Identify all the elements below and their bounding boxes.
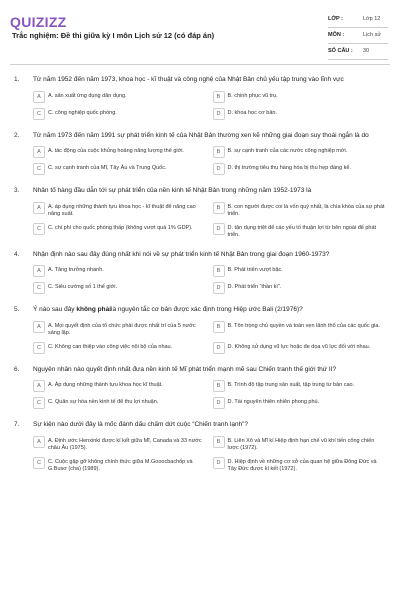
option-letter-box: C — [33, 163, 45, 175]
option-text: B. Liên Xô và Mĩ kí Hiệp định hạn chế vũ khí tiến công chiến lược (1972). — [227, 437, 375, 451]
worksheet-header — [0, 0, 400, 62]
option-text: D. Không sử dụng vũ lực hoặc đe dọa vũ lực đối với nhau. — [227, 343, 371, 350]
meta-key: SỐ CÂU : — [328, 48, 353, 54]
option-b[interactable] — [213, 380, 387, 392]
option-c[interactable] — [33, 108, 207, 120]
option-text: A. áp dụng những thành tựu khoa học - kĩ thuật để nâng cao năng suất. — [48, 203, 196, 217]
option-text: A. Định ước Henxinki được kí kết giữa Mĩ, Canada và 33 nước châu Âu (1975). — [48, 437, 202, 451]
meta-value: Lớp 12 — [363, 16, 381, 22]
option-a[interactable] — [33, 91, 207, 103]
option-text: D. tận dụng triệt để các yếu tố thuận lợi từ bên ngoài để phát triển. — [227, 224, 377, 238]
option-letter-box: B — [213, 265, 225, 277]
option-a[interactable] — [33, 265, 207, 277]
option-letter-box: C — [33, 397, 45, 409]
option-text: C. sự cạnh tranh của Mĩ, Tây Âu và Trung Quốc. — [48, 165, 167, 171]
option-letter-box: D — [213, 282, 225, 294]
option-letter-box: A — [33, 202, 45, 214]
option-letter-box: B — [213, 436, 225, 448]
question-header — [0, 306, 400, 315]
option-letter-box: A — [33, 146, 45, 158]
option-text: A. Mọi quyết định của tổ chức phải được nhất trí của 5 nước sáng lập. — [48, 322, 196, 336]
option-text: B. sự cạnh tranh của các nước công nghiệp mới. — [227, 148, 348, 154]
option-letter-box: A — [33, 436, 45, 448]
option-grid — [33, 91, 386, 120]
option-letter-box: C — [33, 457, 45, 469]
option-text: C. Siêu cường số 1 thế giới. — [48, 284, 117, 290]
meta-key: LỚP : — [328, 16, 343, 22]
option-a[interactable] — [33, 321, 207, 337]
option-letter-box: D — [213, 342, 225, 354]
option-text: A. sản xuất ứng dụng dân dụng. — [48, 92, 127, 99]
option-letter-box: B — [213, 91, 225, 103]
option-grid — [33, 202, 386, 239]
option-a[interactable] — [33, 146, 207, 158]
option-letter-box: A — [33, 380, 45, 392]
option-text: B. con người được coi là vốn quý nhất, là chìa khóa của sự phát triển. — [227, 203, 385, 217]
option-letter-box: C — [33, 282, 45, 294]
meta-row-class — [328, 12, 388, 28]
option-b[interactable] — [213, 146, 387, 158]
option-text: D. khoa học cơ bản. — [227, 109, 277, 116]
question-text: Nguyên nhân nào quyết định nhất đưa nền kinh tế Mĩ phát triển mạnh mẽ sau Chiến tranh thế giới thứ II? — [33, 365, 337, 373]
option-c[interactable] — [33, 223, 207, 239]
option-a[interactable] — [33, 380, 207, 392]
option-letter-box: C — [33, 108, 45, 120]
option-letter-box: B — [213, 321, 225, 333]
option-grid — [33, 265, 386, 294]
option-c[interactable] — [33, 397, 207, 409]
option-b[interactable] — [213, 436, 387, 452]
option-d[interactable] — [213, 223, 387, 239]
option-text: D. Hiệp định về những cơ sở của quan hệ giữa Đông Đức và Tây Đức được kí kết (1972). — [227, 458, 377, 472]
option-d[interactable] — [213, 282, 387, 294]
option-letter-box: B — [213, 380, 225, 392]
question-item — [0, 76, 400, 120]
question-text-emphasis: không phải — [76, 306, 112, 313]
option-b[interactable] — [213, 321, 387, 337]
question-item — [0, 421, 400, 473]
option-letter-box: C — [33, 342, 45, 354]
option-text: C. công nghiệp quốc phòng. — [48, 109, 117, 116]
option-text: C. Quân sự hóa nền kinh tế để thu lợi nhuận. — [48, 399, 159, 405]
option-d[interactable] — [213, 342, 387, 354]
option-grid — [33, 146, 386, 175]
meta-row-subject — [328, 28, 388, 44]
option-b[interactable] — [213, 265, 387, 277]
question-text: Sự kiện nào dưới đây là mốc đánh dấu chấm dứt cuộc “Chiến tranh lạnh”? — [33, 421, 248, 428]
question-header — [0, 76, 400, 85]
option-grid — [33, 321, 386, 354]
question-text: Từ năm 1952 đến năm 1973, khoa học - kĩ thuật và công nghệ của Nhật Bản chủ yếu tập trung vào lĩnh vực — [33, 76, 344, 83]
option-grid — [33, 380, 386, 409]
question-item — [0, 251, 400, 295]
option-text: B. Trình độ tập trung sản xuất, tập trung tư bản cao. — [227, 382, 355, 388]
option-c[interactable] — [33, 342, 207, 354]
option-a[interactable] — [33, 436, 207, 452]
page-title: Trắc nghiệm: Đề thi giữa kỳ I môn Lịch sử 12 (có đáp án) — [12, 31, 215, 40]
option-text: B. Tôn trọng chủ quyền và toàn vẹn lãnh thổ của các quốc gia. — [227, 322, 380, 329]
option-text: D. Tài nguyên thiên nhiên phong phú. — [227, 399, 320, 405]
option-text: D. Phát triển “thần kì”. — [227, 284, 282, 290]
option-letter-box: D — [213, 163, 225, 175]
question-item — [0, 306, 400, 354]
question-number: 4. — [14, 250, 20, 258]
question-text: Từ năm 1973 đến năm 1991 sự phát triển kinh tế của Nhật Bản thường xen kẽ những giai đoạn suy thoái ngắn là do — [33, 131, 369, 139]
question-list — [0, 76, 400, 485]
question-number: 2. — [14, 131, 20, 139]
meta-key: MÔN : — [328, 32, 345, 38]
option-letter-box: D — [213, 397, 225, 409]
question-item — [0, 366, 400, 410]
option-text: C. Cuộc gặp gỡ không chính thức giữa M.Gooocbachốp và G.Busơ (cha) (1989). — [48, 458, 193, 472]
meta-box — [328, 12, 388, 60]
option-text: D. thị trường tiêu thụ hàng hóa bị thu hẹp đáng kể. — [227, 165, 351, 171]
question-text: Nhận định nào sau đây đúng nhất khi nói về sự phát triển kinh tế Nhật Bản trong giai đoạn 1960-1973? — [33, 250, 330, 258]
question-text-post: là nguyên tắc cơ bản được xác định trong Hiệp ước Bali (2/1976)? — [111, 306, 303, 313]
option-text: A. Áp dụng những thành tựu khoa học kĩ thuật. — [48, 382, 163, 388]
option-text: B. chinh phục vũ trụ. — [227, 92, 278, 99]
question-text: Nhân tố hàng đầu dẫn tới sự phát triển của nền kinh tế Nhật Bản trong những năm 1952-1973 là — [33, 187, 312, 194]
question-header — [0, 187, 400, 196]
option-text: B. Phát triển vượt bậc. — [227, 267, 283, 273]
meta-value: 30 — [363, 48, 370, 54]
question-number: 6. — [14, 365, 20, 373]
option-letter-box: B — [213, 146, 225, 158]
question-number: 3. — [14, 187, 20, 194]
option-d[interactable] — [213, 108, 387, 120]
option-d[interactable] — [213, 397, 387, 409]
question-header — [0, 421, 400, 430]
option-text: C. chi phí cho quốc phòng thấp (không vượt quá 1% GDP). — [48, 224, 193, 231]
option-letter-box: B — [213, 202, 225, 214]
option-letter-box: D — [213, 223, 225, 235]
meta-row-count — [328, 44, 388, 60]
option-b[interactable] — [213, 202, 387, 218]
option-text: C. Không can thiệp vào công việc nội bộ của nhau. — [48, 343, 173, 350]
option-text: A. tác động của cuộc khủng hoảng năng lượng thế giới. — [48, 148, 184, 154]
question-number: 7. — [14, 421, 20, 428]
option-c[interactable] — [33, 282, 207, 294]
header-divider — [10, 64, 390, 65]
question-item — [0, 132, 400, 176]
option-letter-box: A — [33, 321, 45, 333]
option-letter-box: D — [213, 108, 225, 120]
question-header — [0, 251, 400, 260]
option-c[interactable] — [33, 163, 207, 175]
question-text — [33, 306, 386, 315]
question-header — [0, 366, 400, 375]
option-a[interactable] — [33, 202, 207, 218]
question-item — [0, 187, 400, 239]
option-text: A. Tăng trưởng nhanh. — [48, 267, 104, 273]
option-letter-box: A — [33, 265, 45, 277]
question-header — [0, 132, 400, 141]
option-d[interactable] — [213, 457, 387, 473]
meta-value: Lịch sử — [363, 32, 382, 38]
option-d[interactable] — [213, 163, 387, 175]
option-letter-box: A — [33, 91, 45, 103]
question-number: 1. — [14, 76, 20, 83]
option-c[interactable] — [33, 457, 207, 473]
option-b[interactable] — [213, 91, 387, 103]
option-grid — [33, 436, 386, 473]
question-text-pre: Ý nào sau đây — [33, 306, 77, 313]
quizizz-logo[interactable]: QUIZIZZ — [10, 14, 67, 30]
option-letter-box: D — [213, 457, 225, 469]
question-number: 5. — [14, 306, 20, 313]
option-letter-box: C — [33, 223, 45, 235]
